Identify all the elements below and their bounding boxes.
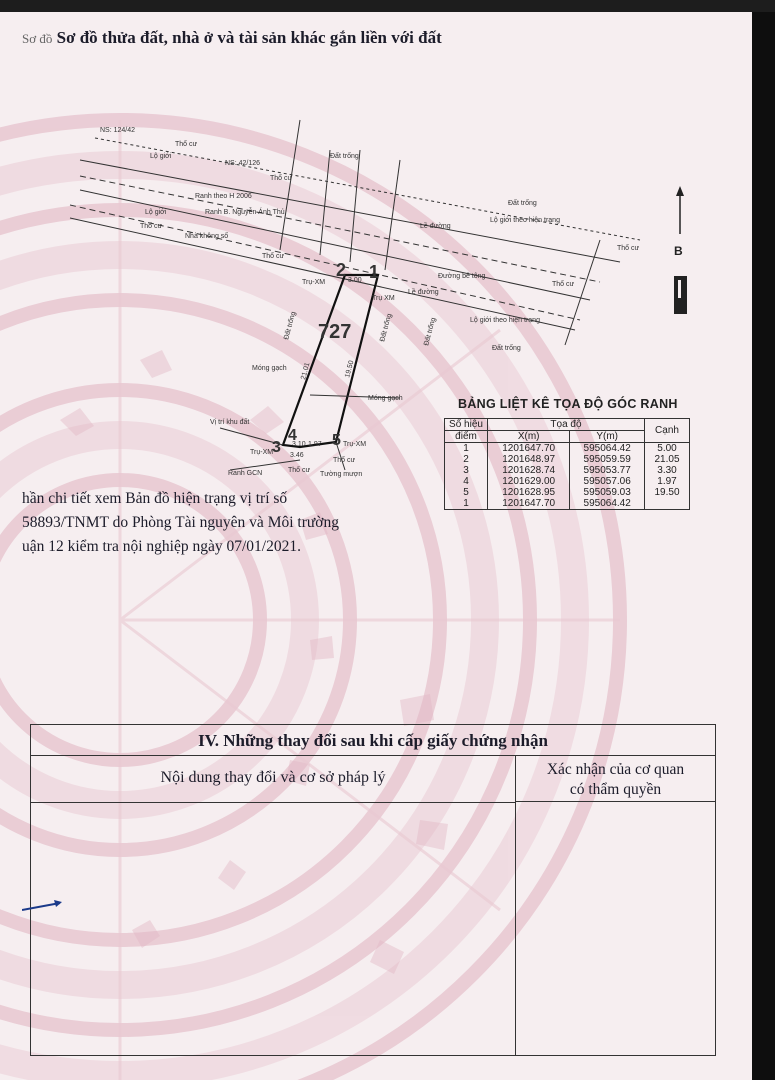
cell-edge [645,498,690,510]
parcel-number: 727 [318,321,352,343]
cell-x: 1201628.74 [488,465,570,476]
label-tho-cu-2: Thổ cư [270,175,293,182]
parcel-boundary [283,275,378,447]
point-3-label: 3 [272,439,281,456]
title-prefix: Sơ đồ [22,31,53,46]
header-toa-do: Tọa độ [488,419,645,431]
label-mong-gach-2: Móng gạch [368,395,403,402]
road-line-1 [95,138,640,240]
label-dat-trong-3: Đất trống [492,345,521,352]
table-row [445,465,690,476]
header-so-hieu: Số hiệu [445,419,488,431]
label-tuong-muon: Tường mượn [320,471,363,478]
label-lo-gioi-1: Lộ giới [150,153,172,160]
cell-x: 1201648.97 [488,454,570,465]
label-dim-21-01: 21.01 [300,361,312,381]
label-le-duong-2: Lề đường [408,289,439,296]
cell-point: 1 [445,443,488,455]
label-dim-3-46: 3.46 [290,452,304,459]
cell-point: 2 [445,454,488,465]
cell-y: 595064.42 [570,443,645,455]
cell-y: 595053.77 [570,465,645,476]
cell-edge: 3.30 [645,465,690,476]
scan-top-edge [0,0,775,12]
point-5-label: 5 [332,432,341,449]
confirmation-line-2: có thẩm quyền [569,781,662,798]
label-vi-tri-khu-dat: Vị trí khu đất [210,419,250,426]
point-2-label: 2 [336,260,347,280]
table-row [445,443,690,455]
cell-x: 1201647.70 [488,498,570,510]
point-1-label: 1 [369,262,380,282]
cell-y: 595064.42 [570,498,645,510]
changes-table [30,724,716,1056]
label-dat-trong-1: Đất trống [330,153,359,160]
cell-x: 1201628.95 [488,487,570,498]
table-row [445,454,690,465]
label-dat-trong-4: Đất trống [283,310,298,341]
header-canh: Cạnh [645,419,690,443]
label-dim-1-97: 1.97 [308,441,322,448]
label-tho-cu-6: Thổ cư [552,281,575,288]
note-line-2: 58893/TNMT do Phòng Tài nguyên và Môi trường [22,514,339,531]
header-x: X(m) [488,431,570,443]
label-mong-gach-1: Móng gạch [252,365,287,372]
label-dat-trong-2: Đất trống [508,200,537,207]
label-tho-cu-7: Thổ cư [333,457,356,464]
table-row [445,498,690,510]
label-dat-trong-5: Đất trống [379,312,394,343]
cell-edge: 21.05 [645,454,690,465]
confirmation-line-1: Xác nhận của cơ quan [546,761,685,778]
label-le-duong-1: Lề đường [420,223,451,230]
changes-col-confirmation [516,756,715,802]
scale-bar-icon [674,276,687,314]
title-text: Sơ đồ thửa đất, nhà ở và tài sản khác gắn liền với đất [56,28,442,47]
column-divider [515,802,516,1055]
label-ns-124: NS: 124/42 [100,127,136,134]
changes-col-content: Nội dung thay đổi và cơ sở pháp lý [31,756,516,803]
cell-edge: 19.50 [645,487,690,498]
cell-point: 3 [445,465,488,476]
north-label: B [674,244,683,258]
cell-y: 595057.06 [570,476,645,487]
cell-x: 1201629.00 [488,476,570,487]
note-line-1: hần chi tiết xem Bản đồ hiện trạng vị trí số [22,490,288,507]
coord-table [444,418,690,510]
label-road-2: Ranh B. Nguyễn Ánh Thủ [205,209,285,216]
label-tru-xm-4: Trụ-XM [343,441,367,448]
cell-edge: 5.00 [645,443,690,455]
label-ranh-gcn: Ranh GCN [228,470,263,477]
road-line-6 [70,218,575,330]
label-tru-xm-2: Trụ XM [372,295,395,302]
cell-y: 595059.59 [570,454,645,465]
note-line-3: uận 12 kiểm tra nội nghiệp ngày 07/01/2021. [22,538,301,555]
cell-point: 4 [445,476,488,487]
coord-table-title: BẢNG LIỆT KÊ TỌA ĐỘ GÓC RANH [458,397,678,411]
cell-point: 1 [445,498,488,510]
cell-y: 595059.03 [570,487,645,498]
table-row [445,487,690,498]
scan-edge [752,0,775,1080]
table-row [445,476,690,487]
point-4-label: 4 [288,427,297,444]
label-tru-xm-1: Trụ-XM [302,279,326,286]
label-dim-3-10: 3.10 [292,441,306,448]
label-tho-cu-4: Thổ cư [262,253,285,260]
cell-x: 1201647.70 [488,443,570,455]
label-lo-gioi-2: Lộ giới [145,209,167,216]
header-y: Y(m) [570,431,645,443]
cell-point: 5 [445,487,488,498]
label-dat-trong-6: Đất trống [423,316,438,347]
cell-edge: 1.97 [645,476,690,487]
pen-arrow-mark-icon [22,898,66,914]
label-lo-gioi-hien-trang-1: Lộ giới theo hiện trạng [490,217,560,224]
label-tho-cu-5: Thổ cư [617,245,640,252]
label-tho-cu-3: Thổ cư [140,223,163,230]
changes-heading: IV. Những thay đổi sau khi cấp giấy chứng nhận [31,725,715,756]
label-nha-khong-so: Nhà không số [185,233,229,240]
north-arrow-icon [668,186,692,236]
label-tho-cu-8: Thổ cư [288,467,311,474]
label-duong-be-tong: Đường bê tông [438,273,486,280]
label-lo-gioi-hien-trang-2: Lộ giới theo hiện trạng [470,317,540,324]
label-dim-19-50: 19.50 [344,359,356,379]
label-ns-126: NS: 42/126 [225,160,261,167]
label-dim-3-00: 3.00 [348,277,362,284]
label-tho-cu-1: Thổ cư [175,141,198,148]
label-road-1: Ranh theo H 2006 [195,193,252,200]
label-tru-xm-3: Trụ-XM [250,449,274,456]
header-diem: điểm [445,431,488,443]
